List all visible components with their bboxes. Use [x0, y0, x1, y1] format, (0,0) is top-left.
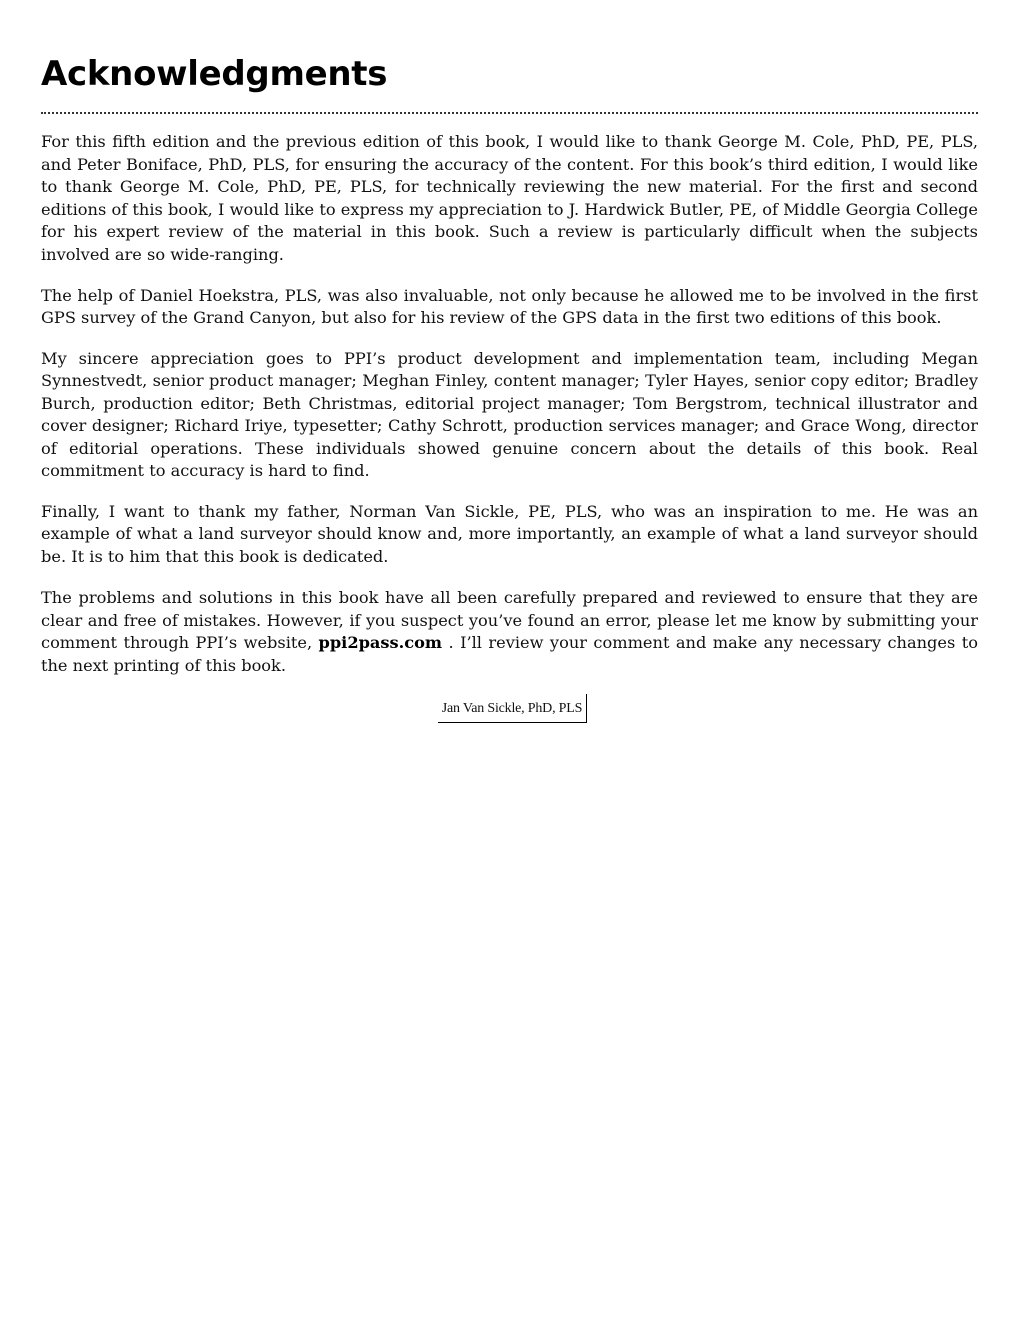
errata-text-after-link: . I’ll review your comment and make any necessary changes to the next printing of this book. [41, 633, 978, 675]
paragraph-dedication: Finally, I want to thank my father, Norman Van Sickle, PE, PLS, who was an inspiration to me. He was an example of what a land surveyor should know and, more importantly, an example of what a land surveyor should be. It is to him that this book is dedicated. [41, 501, 978, 566]
errata-text-before-link: The problems and solutions in this book have all been carefully prepared and reviewed to ensure that they are clear and free of mistakes. However, if you suspect you’ve found an error, please let me know by submitting your comment through PPI’s website, [41, 588, 978, 652]
paragraph-errata [41, 587, 978, 677]
dotted-divider [41, 112, 978, 114]
page-title: Acknowledgments [41, 54, 388, 94]
signature-row [41, 694, 978, 723]
ppi2pass-link[interactable]: ppi2pass.com [318, 633, 443, 652]
acknowledgments-page [41, 52, 978, 723]
author-signature: Jan Van Sickle, PhD, PLS [438, 694, 587, 723]
paragraph-gps-help: The help of Daniel Hoekstra, PLS, was also invaluable, not only because he allowed me to be involved in the first GPS survey of the Grand Canyon, but also for his review of the GPS data in the first two editions of this book. [41, 285, 978, 327]
paragraph-reviewers: For this fifth edition and the previous edition of this book, I would like to thank George M. Cole, PhD, PE, PLS, and Peter Boniface, PhD, PLS, for ensuring the accuracy of the content. For this book’s third edition, I would like to thank George M. Cole, PhD, PE, PLS, for technically reviewing the new material. For the first and second editions of this book, I would like to express my appreciation to J. Hardwick Butler, PE, of Middle Georgia College for his expert review of the material in this book. Such a review is particularly difficult when the subjects involved are so wide-ranging. [41, 132, 978, 264]
paragraph-ppi-team: My sincere appreciation goes to PPI’s product development and implementation team, including Megan Synnestvedt, senior product manager; Meghan Finley, content manager; Tyler Hayes, senior copy editor; Bradley Burch, production editor; Beth Christmas, editorial project manager; Tom Bergstrom, technical illustrator and cover designer; Richard Iriye, typesetter; Cathy Schrott, production services manager; and Grace Wong, director of editorial operations. These individuals showed genuine concern about the details of this book. Real commitment to accuracy is hard to find. [41, 348, 978, 480]
